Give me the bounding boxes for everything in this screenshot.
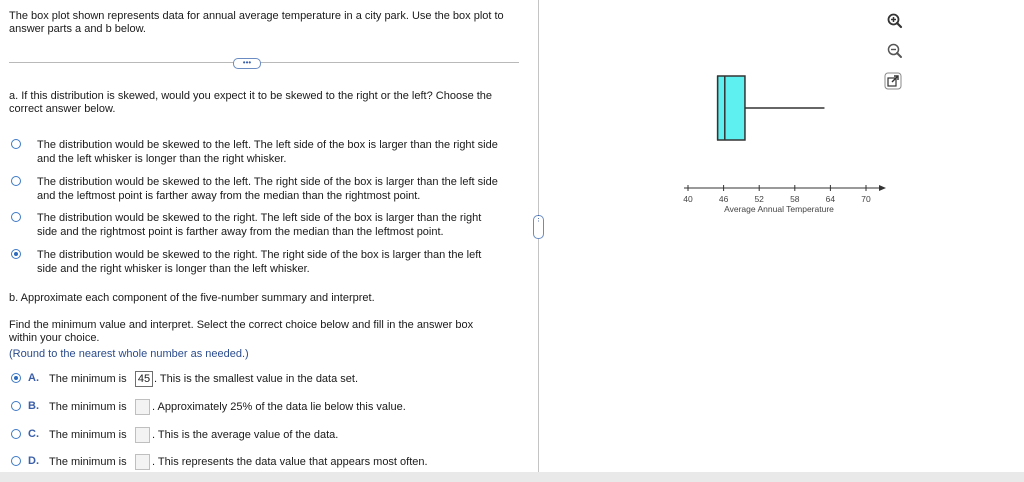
x-tick-label: 40 [683, 194, 693, 204]
part-a-option-4-radio[interactable] [11, 249, 21, 259]
part-b-prompt: Find the minimum value and interpret. Select the correct choice below and fill in the answer box within your choice. [9, 319, 474, 344]
choice-b-answer-box[interactable] [135, 399, 150, 415]
iqr-box [718, 76, 745, 140]
panel-resize-handle[interactable]: ⋮ [533, 215, 544, 239]
choice-a-after: . This is the smallest value in the data set. [154, 373, 359, 385]
part-a-option-3-radio[interactable] [11, 212, 21, 222]
choice-d-radio[interactable] [11, 456, 21, 466]
choice-c-after: . This is the average value of the data. [152, 429, 339, 441]
choice-d-before: The minimum is [49, 456, 127, 468]
x-axis-arrow [879, 185, 886, 191]
choice-c-before: The minimum is [49, 429, 127, 441]
rounding-note: (Round to the nearest whole number as needed.) [9, 348, 249, 360]
part-a-option-2-radio[interactable] [11, 176, 21, 186]
question-intro: The box plot shown represents data for annual average temperature in a city park. Use the box plot to answer parts a and b below. [9, 10, 504, 35]
x-axis-label: Average Annual Temperature [724, 204, 834, 214]
part-a-option-1-text[interactable]: The distribution would be skewed to the left. The left side of the box is larger than the right side and the left whisker is longer than the right whisker. [37, 139, 498, 165]
choice-c-letter: C. [28, 428, 39, 440]
choice-c-radio[interactable] [11, 429, 21, 439]
part-a-prompt: a. If this distribution is skewed, would you expect it to be skewed to the right or the left? Choose the correct answer below. [9, 90, 493, 115]
x-tick-label: 64 [825, 194, 836, 204]
expand-more-button[interactable]: ••• [233, 58, 261, 69]
choice-a-before: The minimum is [49, 373, 127, 385]
choice-b-before: The minimum is [49, 401, 127, 413]
choice-a-radio[interactable] [11, 373, 21, 383]
choice-d-letter: D. [28, 455, 39, 467]
zoom-in-icon[interactable] [886, 12, 904, 30]
part-a-option-3-text[interactable]: The distribution would be skewed to the right. The left side of the box is larger than the right side and the rightmost point is farther away from the median than the leftmost point. [37, 212, 482, 238]
x-tick-label: 58 [790, 194, 800, 204]
box-plot-chart [660, 60, 900, 230]
part-a-option-1-radio[interactable] [11, 139, 21, 149]
section-divider [9, 62, 519, 63]
choice-b-after: . Approximately 25% of the data lie below this value. [152, 401, 406, 413]
zoom-out-icon[interactable] [886, 42, 904, 60]
x-tick-label: 70 [861, 194, 871, 204]
choice-b-letter: B. [28, 400, 39, 412]
external-link-icon[interactable] [884, 72, 902, 90]
choice-d-after: . This represents the data value that appears most often. [152, 456, 428, 468]
part-a-option-2-text[interactable]: The distribution would be skewed to the left. The right side of the box is larger than the left side and the leftmost point is farther away from the median than the rightmost point. [37, 176, 498, 202]
part-b-heading: b. Approximate each component of the five-number summary and interpret. [9, 292, 375, 304]
choice-c-answer-box[interactable] [135, 427, 150, 443]
part-a-option-4-text[interactable]: The distribution would be skewed to the right. The right side of the box is larger than the left side and the right whisker is longer than the left whisker. [37, 249, 482, 275]
x-tick-label: 46 [718, 194, 729, 204]
bottom-scroll-strip [0, 472, 1024, 482]
choice-a-letter: A. [28, 372, 39, 384]
x-tick-label: 52 [754, 194, 764, 204]
choice-b-radio[interactable] [11, 401, 21, 411]
choice-a-answer-box[interactable]: 45 [135, 371, 153, 387]
choice-d-answer-box[interactable] [135, 454, 150, 470]
